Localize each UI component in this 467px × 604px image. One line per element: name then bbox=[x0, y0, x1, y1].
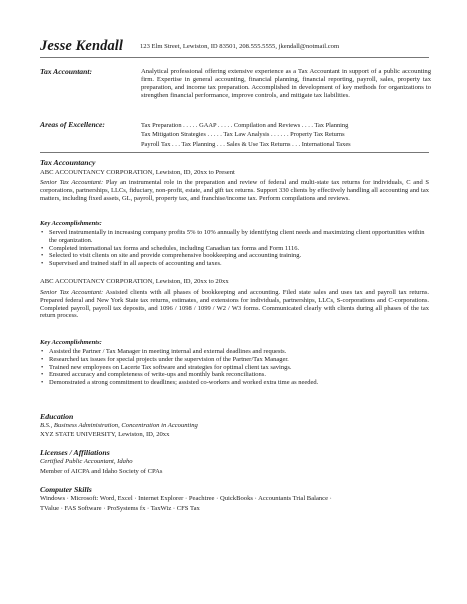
membership: Member of AICPA and Idaho Society of CPAs bbox=[40, 468, 163, 475]
school: XYZ STATE UNIVERSITY, Lewiston, ID, 20xx bbox=[40, 431, 170, 438]
accomplishments-list bbox=[40, 229, 429, 268]
section-divider bbox=[40, 152, 429, 153]
list-item: • Selected to visit clients on site and provide comprehensive bookkeeping and accounting training. bbox=[40, 252, 429, 260]
computer-skills-line: Windows · Microsoft: Word, Excel · Internet Explorer · Peachtree · QuickBooks · Accountants Trial Balance · bbox=[40, 495, 332, 502]
list-item: • Assisted the Partner / Tax Manager in meeting internal and external deadlines and requests. bbox=[40, 348, 429, 356]
excellence-row: Payroll Tax . . . Tax Planning . . . Sales & Use Tax Returns . . . International Taxes bbox=[141, 140, 351, 148]
list-item: • Served instrumentally in increasing company profits 5% to 10% annually by identifying client needs and maximizing client opportunities within the organization. bbox=[40, 229, 429, 245]
excellence-label: Areas of Excellence: bbox=[40, 120, 105, 129]
experience-heading: Tax Accountancy bbox=[40, 158, 96, 167]
excellence-row: Tax Mitigation Strategies . . . . . Tax Law Analysis . . . . . . Property Tax Returns bbox=[141, 131, 345, 139]
job-employer: ABC ACCOUNTANCY CORPORATION, Lewiston, ID, 20xx to 20xx bbox=[40, 278, 229, 285]
accomplishments-list bbox=[40, 348, 429, 387]
list-item: • Supervised and trained staff in all aspects of accounting and taxes. bbox=[40, 260, 429, 268]
computer-skills-line: TValue · FAS Software · ProSystems fx · TaxWiz · CFS Tax bbox=[40, 505, 200, 512]
job-description-text: Assisted clients with all phases of bookkeeping and accounting. Filed state sales and uses tax and payroll tax returns. Prepared federal and New York State tax returns, estimates, and extensions for individuals, partnerships, LLCs, S-corporations and C-corporations. Completed payroll, payroll tax deposits, and 1096 / 1098 / 1099 / W2 / W3 forms. Communicated clearly with clients during all phases of the tax return process. bbox=[40, 289, 429, 320]
candidate-name: Jesse Kendall bbox=[40, 38, 124, 54]
job-description-text: Play an instrumental role in the preparation and review of federal and multi-state tax returns for individuals, C and S corporations, partnerships, LLCs, fiduciary, non-profit, estate, and gift tax returns. Support 330 clients by effectively handling all accounting and tax matters, including fixed assets, GL, payroll, property tax, and franchise/income tax. Perform compilations and reviews. bbox=[40, 179, 429, 202]
job-employer: ABC ACCOUNTANCY CORPORATION, Lewiston, ID, 20xx to Present bbox=[40, 169, 235, 176]
list-item: • Researched tax issues for special projects under the supervision of the Partner/Tax Manager. bbox=[40, 356, 429, 364]
accomplishments-label: Key Accomplishments: bbox=[40, 220, 102, 227]
certification: Certified Public Accountant, Idaho bbox=[40, 458, 133, 465]
contact-info: 123 Elm Street, Lewiston, ID 83501, 208.555.5555, jkendall@notmail.com bbox=[140, 43, 340, 50]
job-description bbox=[40, 289, 429, 320]
excellence-list bbox=[141, 121, 351, 149]
licenses-heading: Licenses / Affiliations bbox=[40, 448, 110, 457]
degree: B.S., Business Administration, Concentration in Accounting bbox=[40, 422, 198, 429]
profile-label: Tax Accountant: bbox=[40, 67, 92, 76]
accomplishments-label: Key Accomplishments: bbox=[40, 339, 102, 346]
job-description bbox=[40, 179, 429, 202]
education-heading: Education bbox=[40, 412, 74, 421]
computer-skills-heading: Computer Skills bbox=[40, 485, 92, 494]
list-item: • Demonstrated a strong commitment to deadlines; assisted co-workers and worked extra time as needed. bbox=[40, 379, 429, 387]
excellence-row: Tax Preparation . . . . . GAAP . . . . . Compilation and Reviews . . . . Tax Planning bbox=[141, 122, 349, 129]
list-item: • Ensured accuracy and completeness of write-ups and monthly bank reconciliations. bbox=[40, 371, 429, 379]
job-title: Senior Tax Accountant: bbox=[40, 289, 104, 296]
job-title: Senior Tax Accountant: bbox=[40, 179, 104, 186]
profile-summary: Analytical professional offering extensive experience as a Tax Accountant in support of a public accounting firm. Expertise in general accounting, financial planning, financial reporting, payroll, sales, property tax preparation, and income tax preparation. Accomplished in development of key methods for organizations to strengthen financial performance, improve controls, and mitigate tax liabilities. bbox=[141, 68, 431, 99]
list-item: • Trained new employees on Lacerte Tax software and strategies for optimal client tax savings. bbox=[40, 364, 429, 372]
header-divider bbox=[40, 57, 429, 58]
list-item: • Completed international tax forms and schedules, including Canadian tax forms and Form 1116. bbox=[40, 245, 429, 253]
